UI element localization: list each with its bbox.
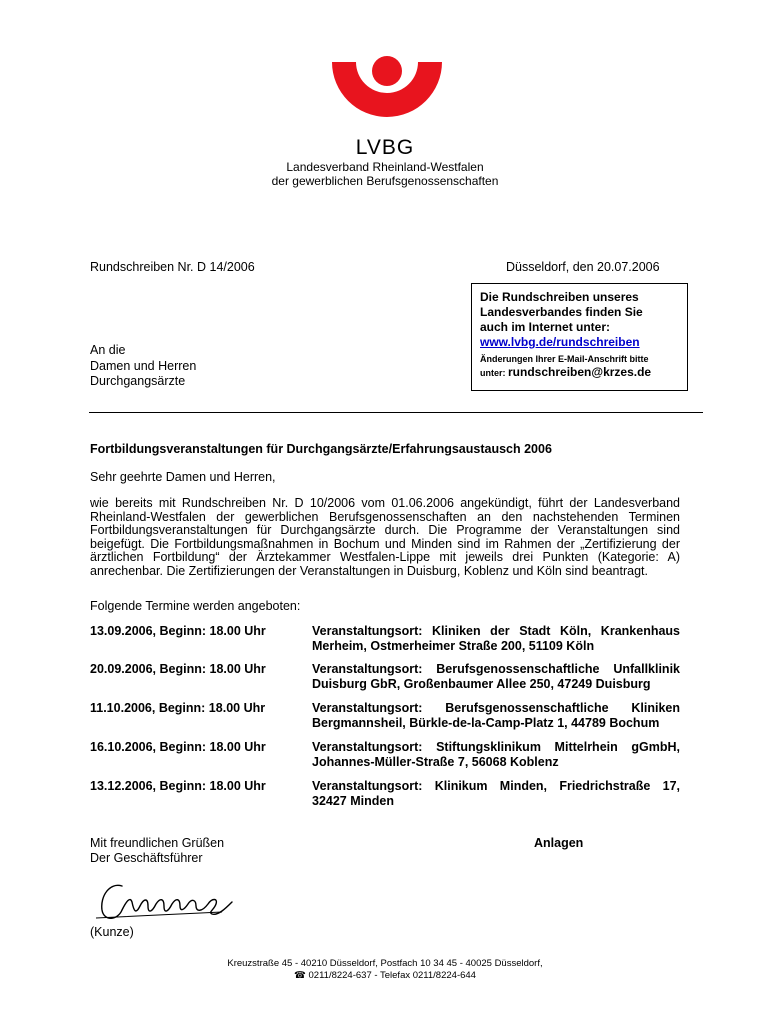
info-line1: Die Rundschreiben unseres	[480, 290, 639, 304]
event-location: Veranstaltungsort: Klinikum Minden, Friedrichstraße 17, 32427 Minden	[312, 779, 680, 808]
salutation: Sehr geehrte Damen und Herren,	[90, 470, 276, 484]
lvbg-logo	[332, 52, 442, 142]
addressee-line2: Damen und Herren	[90, 358, 197, 373]
event-date: 16.10.2006, Beginn: 18.00 Uhr	[90, 740, 266, 754]
info-line3: auch im Internet unter:	[480, 320, 611, 334]
closing-block	[90, 836, 224, 866]
organization-abbreviation: LVBG	[355, 136, 415, 159]
addressee-block	[90, 343, 196, 390]
info-box	[471, 283, 688, 391]
event-date: 13.09.2006, Beginn: 18.00 Uhr	[90, 624, 266, 638]
event-location: Veranstaltungsort: Stiftungsklinikum Mittelrhein gGmbH, Johannes-Müller-Straße 7, 56068 Koblenz	[312, 740, 680, 769]
email-change-note: Änderungen Ihrer E-Mail-Anschrift bitte unter: rundschreiben@krzes.de	[480, 354, 652, 379]
signer-name: (Kunze)	[90, 925, 134, 939]
event-location: Veranstaltungsort: Kliniken der Stadt Köln, Krankenhaus Merheim, Ostmerheimer Straße 200, 51109 Köln	[312, 624, 680, 653]
event-location: Veranstaltungsort: Berufsgenossenschaftliche Kliniken Bergmannsheil, Bürkle-de-la-Camp-Platz 1, 44789 Bochum	[312, 701, 680, 730]
footer-contact	[0, 970, 770, 982]
organization-name-line2: der gewerblichen Berufsgenossenschaften	[271, 174, 499, 188]
body-paragraph: wie bereits mit Rundschreiben Nr. D 10/2006 vom 01.06.2006 angekündigt, führt der Landesverband Rheinland-Westfalen der gewerblichen Berufsgenossenschaften an den nachstehenden Terminen Fortbildungsveranstaltungen für Durchgangsärzte durch. Die Programme der Veranstaltungen sind beigefügt. Die Fortbildungsmaßnahmen in Bochum und Minden sind im Rahmen der „Zertifizierung der ärztlichen Fortbildung“ der Ärztekammer Westfalen-Lippe mit jeweils drei Punkten (Kategorie: A) anrechenbar. Die Zertifizierungen der Veranstaltungen in Duisburg, Koblenz und Köln sind beantragt.	[90, 496, 680, 578]
event-date: 20.09.2006, Beginn: 18.00 Uhr	[90, 662, 266, 676]
handwritten-signature	[92, 872, 242, 928]
divider	[89, 412, 703, 413]
place-date: Düsseldorf, den 20.07.2006	[506, 260, 660, 274]
closing-role: Der Geschäftsführer	[90, 851, 203, 865]
letter-subject: Fortbildungsveranstaltungen für Durchgangsärzte/Erfahrungsaustausch 2006	[90, 442, 552, 456]
addressee-line3: Durchgangsärzte	[90, 374, 186, 388]
footer-address: Kreuzstraße 45 - 40210 Düsseldorf, Postfach 10 34 45 - 40025 Düsseldorf,	[227, 958, 543, 969]
info-line2: Landesverbandes finden Sie	[480, 305, 643, 319]
closing-greeting: Mit freundlichen Grüßen	[90, 836, 225, 850]
event-location: Veranstaltungsort: Berufsgenossenschaftliche Unfallklinik Duisburg GbR, Großenbaumer Allee 250, 47249 Duisburg	[312, 662, 680, 691]
circulars-link[interactable]: www.lvbg.de/rundschreiben	[480, 335, 640, 349]
event-date: 13.12.2006, Beginn: 18.00 Uhr	[90, 779, 266, 793]
event-date: 11.10.2006, Beginn: 18.00 Uhr	[90, 701, 266, 715]
telephone-icon: ☎	[294, 970, 306, 981]
events-intro: Folgende Termine werden angeboten:	[90, 599, 301, 613]
organization-name-line1: Landesverband Rheinland-Westfalen	[286, 160, 484, 174]
enclosure-label: Anlagen	[534, 836, 584, 850]
circular-number: Rundschreiben Nr. D 14/2006	[90, 260, 255, 274]
contact-email[interactable]: rundschreiben@krzes.de	[508, 365, 652, 379]
addressee-line1: An die	[90, 343, 126, 357]
footer-phone-fax: 0211/8224-637 - Telefax 0211/8224-644	[308, 970, 476, 981]
